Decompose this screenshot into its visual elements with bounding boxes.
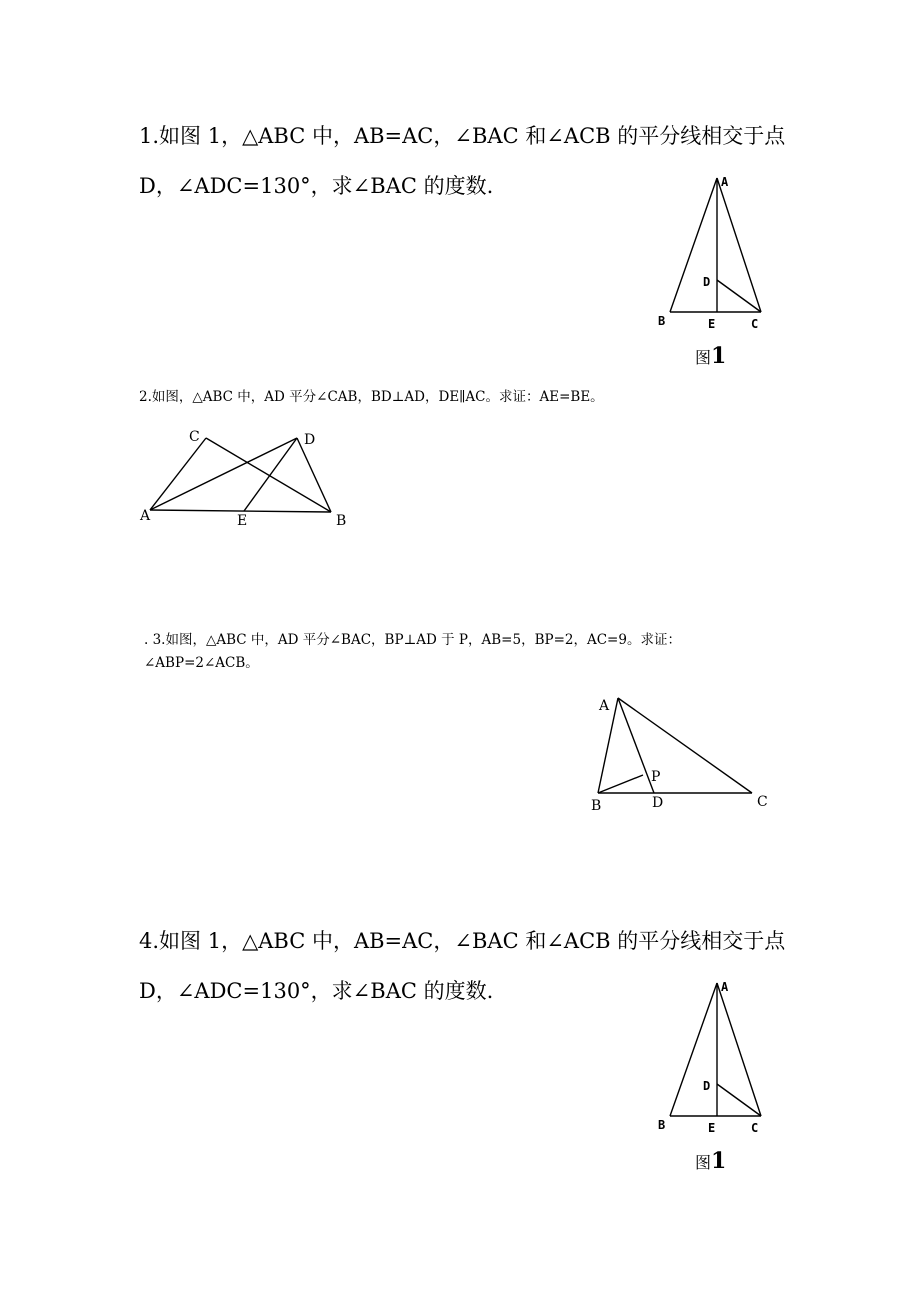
label-b: B [658, 1118, 666, 1132]
label-b: B [658, 314, 666, 328]
problem-1-figure [655, 170, 775, 340]
problem-4-line-2: D，∠ADC=130°，求∠BAC 的度数. [139, 979, 494, 1003]
label-c: C [757, 794, 768, 810]
label-a: A [599, 698, 610, 714]
label-d: D [703, 1079, 711, 1093]
segment-ad [618, 698, 654, 793]
segment-ab [150, 510, 331, 512]
segment-ac [717, 983, 761, 1116]
label-d: D [652, 795, 664, 811]
problem-3-figure [585, 690, 785, 820]
segment-dc [717, 280, 761, 312]
caption-prefix: 图 [695, 1153, 712, 1172]
problem-2-figure [130, 425, 360, 535]
caption-number: 1 [711, 343, 727, 369]
label-d: D [703, 275, 711, 289]
caption-number: 1 [711, 1148, 727, 1174]
label-e: E [237, 513, 248, 529]
segment-ab [670, 178, 717, 312]
segment-dc [717, 1084, 761, 1116]
segment-de [244, 438, 297, 511]
label-b: B [591, 798, 602, 814]
label-c: C [751, 1121, 759, 1135]
problem-4-figure [655, 975, 775, 1145]
label-e: E [708, 317, 716, 331]
label-d: D [304, 432, 316, 448]
problem-4-caption [695, 1148, 726, 1174]
problem-3-line-1: . 3.如图，△ABC 中，AD 平分∠BAC，BP⊥AD 于 P，AB=5，BP=2，AC=9。求证： [144, 632, 681, 648]
label-b: B [336, 513, 347, 529]
label-c: C [189, 429, 200, 445]
segment-ac [618, 698, 752, 793]
problem-4-line-1: 4.如图 1，△ABC 中，AB=AC，∠BAC 和∠ACB 的平分线相交于点 [139, 929, 786, 953]
label-c: C [751, 317, 759, 331]
label-a: A [140, 508, 151, 524]
segment-bp [598, 775, 643, 793]
segment-ac [717, 178, 761, 312]
segment-ab [670, 983, 717, 1116]
label-a: A [721, 980, 729, 994]
problem-1-line-1: 1.如图 1，△ABC 中，AB=AC，∠BAC 和∠ACB 的平分线相交于点 [139, 124, 786, 148]
label-a: A [721, 175, 729, 189]
caption-prefix: 图 [695, 348, 712, 367]
problem-2-text: 2.如图，△ABC 中，AD 平分∠CAB，BD⊥AD，DE∥AC。求证：AE=BE。 [139, 389, 604, 405]
segment-ac [150, 438, 206, 510]
problem-1-line-2: D，∠ADC=130°，求∠BAC 的度数. [139, 174, 494, 198]
segment-db [297, 438, 331, 512]
problem-3-line-2: ∠ABP=2∠ACB。 [144, 655, 259, 671]
segment-cb [206, 438, 331, 512]
problem-1-caption [695, 343, 726, 369]
label-p: P [651, 769, 661, 785]
label-e: E [708, 1121, 716, 1135]
